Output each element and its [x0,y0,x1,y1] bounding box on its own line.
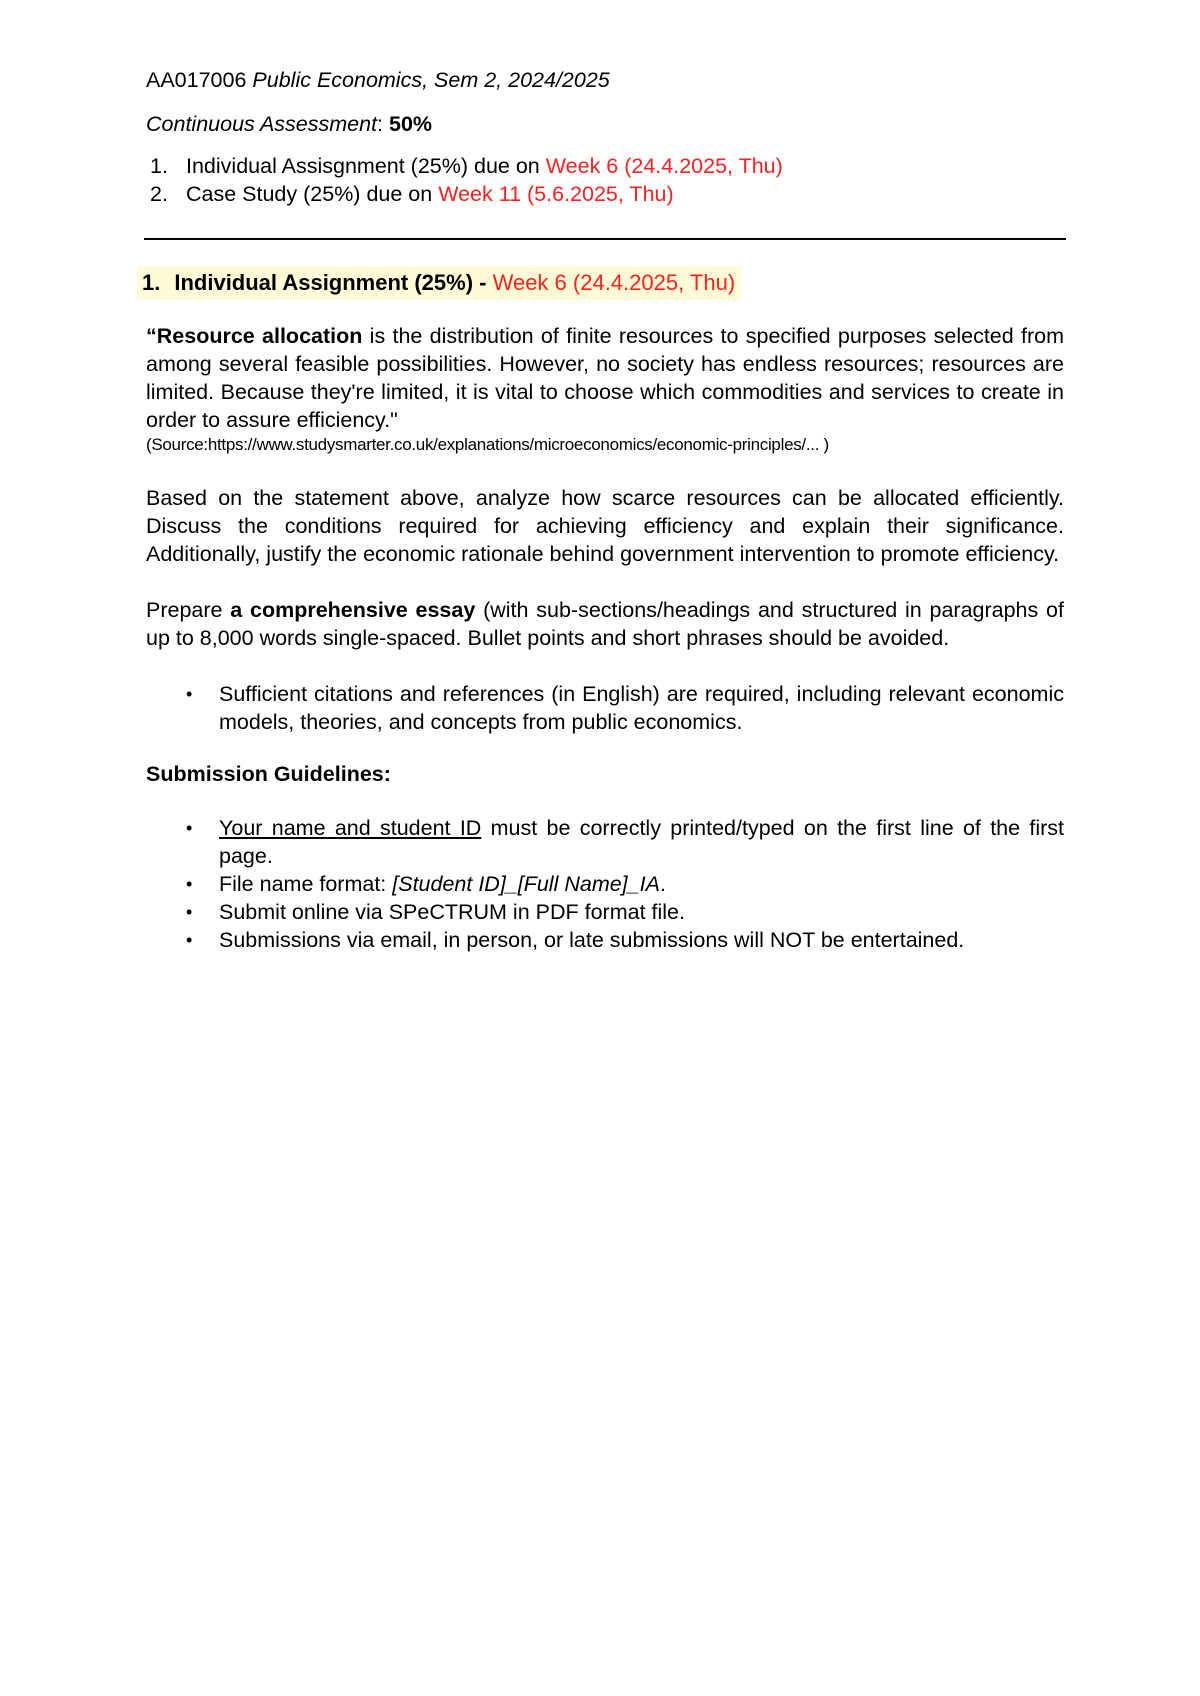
continuous-assessment-line [146,110,1064,138]
section-number: 1. [142,270,161,295]
due-item-text: Case Study (25%) due on [186,182,439,206]
quote-source: (Source:https://www.studysmarter.co.uk/explanations/microeconomics/economic-principles/... ) [146,435,829,454]
prepare-bold: a comprehensive essay [230,598,476,622]
task-paragraph: Based on the statement above, analyze how scarce resources can be allocated efficiently. Discuss the conditions required for achieving efficiency and explain their significance. Additionally, justify the economic rationale behind government intervention to promote efficiency. [146,486,1064,566]
guidelines-list [146,814,1064,954]
due-item-date: Week 11 (5.6.2025, Thu) [438,182,674,206]
list-item [146,680,1064,736]
quote-term: “Resource allocation [146,324,363,348]
prepare-paragraph [146,596,1064,652]
prepare-pre: Prepare [146,598,231,622]
guideline-text: must be correctly printed/typed on the first line of the first page. [219,816,1065,868]
horizontal-divider [144,238,1066,240]
bullet-icon: • [186,818,193,838]
due-item-text: Individual Assisgnment (25%) due on [186,154,546,178]
bullet-icon: • [186,902,193,922]
ca-colon: : [377,112,389,136]
due-item-number: 1. [150,154,168,178]
filename-format: [Student ID]_[Full Name]_IA [392,872,660,896]
due-item [146,152,1064,180]
guideline-text: Submit online via SPeCTRUM in PDF format file. [219,900,685,924]
section-heading [137,266,741,300]
due-item-date: Week 6 (24.4.2025, Thu) [545,154,783,178]
guideline-underlined-text: Your name and student ID [219,816,482,840]
ca-value: 50% [389,112,433,136]
prepare-post: (with sub-sections/headings and structured in paragraphs of up to 8,000 words single-spaced. Bullet points and short phrases should be avoided. [146,598,1064,650]
guideline-text: File name format: [219,872,393,896]
bullet-icon: • [186,930,193,950]
course-header [146,66,1064,94]
guideline-text: Submissions via email, in person, or late submissions will NOT be entertained. [219,928,965,952]
list-item-text: Sufficient citations and references (in English) are required, including relevant economic models, theories, and concepts from public economics. [219,682,1064,734]
assessment-due-list [146,152,1064,208]
bullet-icon: • [186,684,193,704]
requirements-list [146,680,1064,736]
due-item-number: 2. [150,182,168,206]
document-body [142,66,1065,954]
course-code: AA017006 [146,68,253,92]
due-item [146,180,1064,208]
section-title: Individual Assignment (25%) - [174,270,487,295]
bullet-icon: • [186,874,193,894]
guidelines-heading: Submission Guidelines: [146,762,391,786]
quote-paragraph [146,322,1064,434]
section-due-date: Week 6 (24.4.2025, Thu) [486,270,736,295]
list-item [146,814,1064,870]
list-item [146,926,1064,954]
course-title: Public Economics, Sem 2, 2024/2025 [252,68,610,92]
ca-label: Continuous Assessment [146,112,378,136]
list-item [146,898,1064,926]
list-item [146,870,1064,898]
guideline-text: . [659,872,666,896]
quote-text: is the distribution of finite resources to specified purposes selected from among several feasible possibilities. However, no society has endless resources; resources are limited. Because they're limited, it is vital to choose which commodities and services to create in order to assure efficiency." [146,324,1064,432]
